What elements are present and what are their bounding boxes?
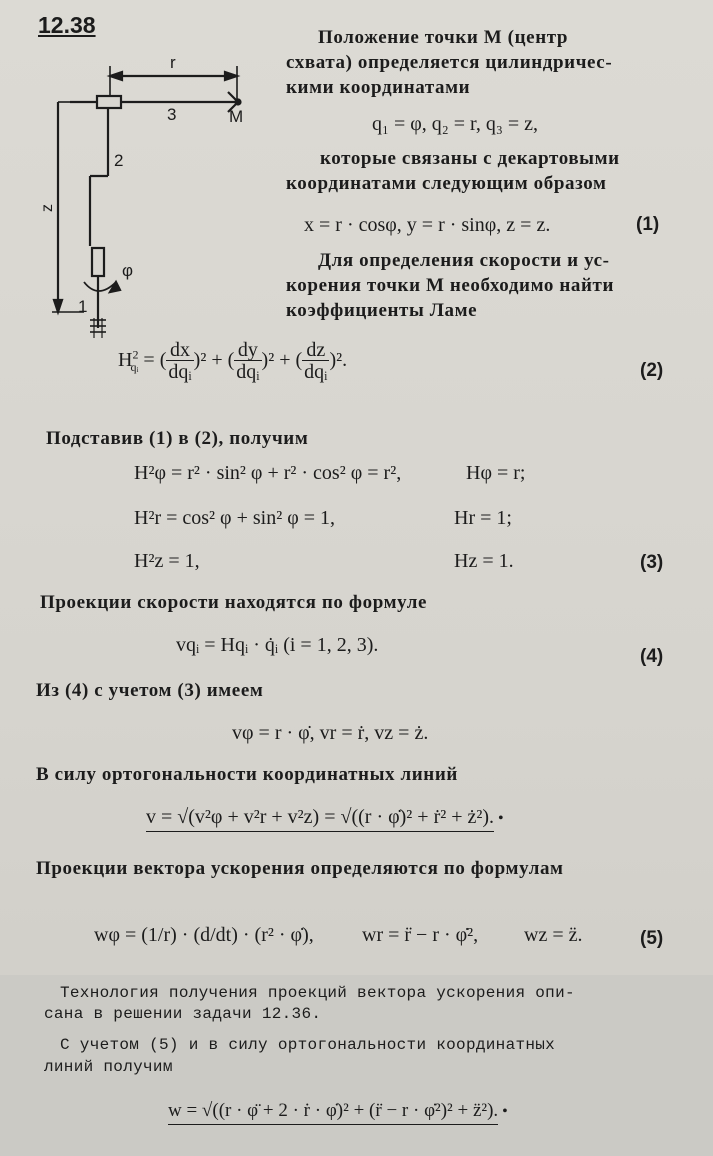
equation-5-wz: wz = z̈. bbox=[524, 924, 583, 946]
intro-line-8: коэффициенты Ламе bbox=[286, 300, 478, 321]
lower-slider bbox=[92, 248, 104, 276]
intro-line-4: которые связаны с декартовыми bbox=[320, 148, 620, 169]
intro-line-7: корения точки М необходимо найти bbox=[286, 275, 615, 296]
equation-3-row-2-right: Hr = 1; bbox=[454, 507, 512, 529]
slider-block bbox=[97, 96, 121, 108]
orthogonality-text: В силу ортогональности координатных линий bbox=[36, 764, 458, 785]
equation-3-row-1-right: Hφ = r; bbox=[466, 462, 526, 484]
accounting-line-2: линий получим bbox=[44, 1058, 173, 1076]
substitute-text: Подставив (1) в (2), получим bbox=[46, 428, 309, 449]
technology-line-1: Технология получения проекций вектора ускорения опи- bbox=[60, 984, 575, 1002]
acceleration-text: Проекции вектора ускорения определяются по формулам bbox=[36, 858, 564, 879]
coords-definition: q₁ = φ, q₂ = r, q₃ = z, bbox=[372, 113, 539, 135]
equation-2-number: (2) bbox=[640, 360, 664, 381]
manipulator-diagram bbox=[30, 50, 260, 345]
equation-4-number: (4) bbox=[640, 646, 664, 667]
problem-number: 12.38 bbox=[38, 12, 96, 38]
velocity-projections: vφ = r · φ̇, vr = ṙ, vz = ż. bbox=[232, 722, 429, 744]
equation-3-row-2: H²r = cos² φ + sin² φ = 1, bbox=[134, 507, 336, 529]
label-phi: φ bbox=[122, 261, 134, 280]
equation-3-number: (3) bbox=[640, 552, 664, 573]
intro-line-3: кими координатами bbox=[286, 77, 471, 98]
label-M: M bbox=[229, 107, 244, 126]
label-r: r bbox=[170, 53, 176, 72]
label-z: z bbox=[39, 204, 56, 212]
equation-5-wphi: wφ = (1/r) · (d/dt) · (r² · φ̇), bbox=[94, 924, 314, 946]
equation-3-row-1: H²φ = r² · sin² φ + r² · cos² φ = r², bbox=[134, 462, 402, 484]
technology-line-2: сана в решении задачи 12.36. bbox=[44, 1005, 322, 1023]
equation-5-number: (5) bbox=[640, 928, 664, 949]
label-3: 3 bbox=[167, 105, 177, 124]
equation-1: x = r · cosφ, y = r · sinφ, z = z. bbox=[304, 214, 551, 236]
intro-line-6: Для определения скорости и ус- bbox=[318, 250, 610, 271]
accounting-line-1: С учетом (5) и в силу ортогональности координатных bbox=[60, 1036, 556, 1054]
total-acceleration: w = √((r · φ̈ + 2 · ṙ · φ̇)² + (r̈ − r · φ̇²)² + z̈²). • bbox=[168, 1100, 508, 1122]
intro-line-2: схвата) определяется цилиндричес- bbox=[286, 52, 613, 73]
equation-5-wr: wr = r̈ − r · φ̇², bbox=[362, 924, 479, 946]
label-2: 2 bbox=[114, 151, 124, 170]
total-velocity: v = √(v²φ + v²r + v²z) = √((r · φ̇)² + ṙ² + ż²). • bbox=[146, 806, 504, 829]
equation-2: $H^2_{qᵢ}$ = ( $\frac{dx}{\text{dqᵢ}}$ )² + ( $\frac{dy}{\text{dqᵢ}}$ )² + ( $\frac{dz}{\text{dqᵢ}}$ )². bbox=[118, 339, 348, 383]
from-eq4-text: Из (4) с учетом (3) имеем bbox=[36, 680, 264, 701]
equation-3-row-3-right: Hz = 1. bbox=[454, 550, 514, 572]
intro-line-1: Положение точки М (центр bbox=[318, 27, 569, 48]
intro-line-5: координатами следующим образом bbox=[286, 173, 607, 194]
velocity-text: Проекции скорости находятся по формуле bbox=[40, 592, 428, 613]
equation-1-number: (1) bbox=[636, 214, 660, 235]
equation-4: vqᵢ = Hqᵢ · q̇ᵢ (i = 1, 2, 3). bbox=[176, 634, 379, 656]
equation-3-row-3: H²z = 1, bbox=[134, 550, 200, 572]
label-1: 1 bbox=[78, 297, 88, 316]
